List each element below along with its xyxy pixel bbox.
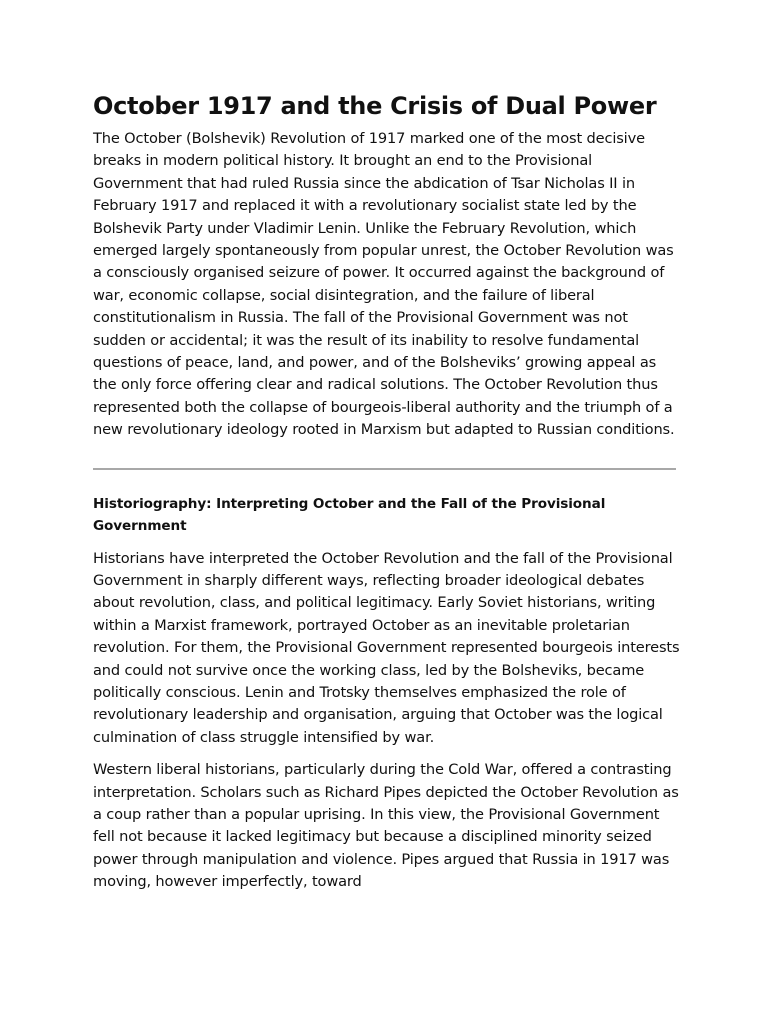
intro-paragraph: The October (Bolshevik) Revolution of 1917 marked one of the most decisive breaks in modern political history. It brought an end to the Provisional Government that had ruled Russia since the abdication of Tsar Nicholas II in February 1917 and replaced it with a revolutionary socialist state led by the Bolshevik Party under Vladimir Lenin. Unlike the February Revolution, which emerged largely spontaneously from popular unrest, the October Revolution was a consciously organised seizure of power. It occurred against the background of war, economic collapse, social disintegration, and the failure of liberal constitutionalism in Russia. The fall of the Provisional Government was not sudden or accidental; it was the result of its inability to resolve fundamental questions of peace, land, and power, and of the Bolsheviks’ growing appeal as the only force offering clear and radical solutions. The October Revolution thus represented both the collapse of bourgeois-liberal authority and the triumph of a new revolutionary ideology rooted in Marxism but adapted to Russian conditions. [93,130,675,439]
section-paragraph-1: Historians have interpreted the October Revolution and the fall of the Provisional Government in sharply different ways, reflecting broader ideological debates about revolution, class, and political legitimacy. Early Soviet historians, writing within a Marxist framework, portrayed October as an inevitable proletarian revolution. For them, the Provisional Government represented bourgeois interests and could not survive once the working class, led by the Bolsheviks, became politically conscious. Lenin and Trotsky themselves emphasized the role of revolutionary leadership and organisation, arguing that October was the logical culmination of class struggle intensified by war. [93,549,680,746]
section-divider [93,468,676,470]
document-title: October 1917 and the Crisis of Dual Power [93,92,657,120]
section-heading: Historiography: Interpreting October and the Fall of the Provisional Government [93,495,606,535]
document-page [93,88,681,904]
section-paragraph-2: Western liberal historians, particularly during the Cold War, offered a contrasting interpretation. Scholars such as Richard Pipes depicted the October Revolution as a coup rather than a popular uprising. In this view, the Provisional Government fell not because it lacked legitimacy but because a disciplined minority seized power through manipulation and violence. Pipes argued that Russia in 1917 was moving, however imperfectly, toward [93,761,679,891]
